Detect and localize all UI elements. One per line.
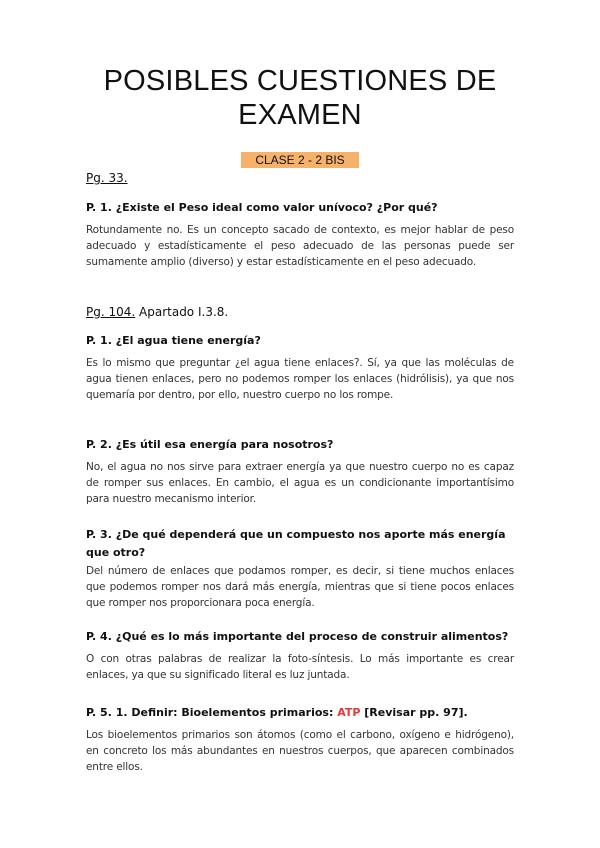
class-badge: CLASE 2 - 2 BIS bbox=[241, 152, 358, 168]
answer-2: Es lo mismo que preguntar ¿el agua tiene enlaces?. Sí, ya que las moléculas de agua tienen enlaces, pero no podemos romper los enlaces (hidrólisis), ya que nos quemaría por dentro, por ello, nuestro cuerpo no los rompe. bbox=[86, 357, 514, 401]
question-4: P. 3. ¿De qué dependerá que un compuesto nos aporte más energía que otro? bbox=[86, 528, 506, 559]
question-6 bbox=[86, 706, 514, 720]
section-ref-1 bbox=[86, 171, 514, 186]
question-6-suffix: [Revisar pp. 97]. bbox=[360, 706, 468, 719]
section-ref-2 bbox=[86, 305, 514, 320]
question-1: P. 1. ¿Existe el Peso ideal como valor unívoco? ¿Por qué? bbox=[86, 201, 438, 214]
question-6-prefix: P. 5. 1. Definir: Bioelementos primarios: bbox=[86, 706, 338, 719]
section-ref-page: Pg. 33. bbox=[86, 171, 128, 185]
question-2: P. 1. ¿El agua tiene energía? bbox=[86, 334, 261, 347]
answer-5: O con otras palabras de realizar la foto-síntesis. Lo más importante es crear enlaces, ya que su significado literal es luz juntada. bbox=[86, 653, 514, 681]
section-ref-page: Pg. 104. bbox=[86, 305, 136, 319]
page-title: POSIBLES CUESTIONES DE EXAMEN bbox=[103, 65, 497, 131]
question-5: P. 4. ¿Qué es lo más importante del proceso de construir alimentos? bbox=[86, 630, 509, 643]
question-3: P. 2. ¿Es útil esa energía para nosotros? bbox=[86, 438, 334, 451]
answer-6: Los bioelementos primarios son átomos (como el carbono, oxígeno e hidrógeno), en concreto los más abundantes en nuestros cuerpos, que aparecen combinados entre ellos. bbox=[86, 729, 514, 773]
answer-1: Rotundamente no. Es un concepto sacado de contexto, es mejor hablar de peso adecuado y estadísticamente el peso adecuado de las personas puede ser sumamente amplio (diverso) y estar estadísticamente en el peso adecuado. bbox=[86, 224, 514, 268]
question-6-highlight: ATP bbox=[337, 706, 361, 719]
class-badge-wrapper bbox=[0, 149, 600, 168]
answer-4: Del número de enlaces que podamos romper, es decir, si tiene muchos enlaces que podemos romper nos dará más energía, mientras que si tiene pocos enlaces que romper nos proporcionara poca energía. bbox=[86, 565, 514, 609]
answer-3: No, el agua no nos sirve para extraer energía ya que nuestro cuerpo no es capaz de romper sus enlaces. En cambio, el agua es un condicionante importantísimo para nuestro mecanismo interior. bbox=[86, 461, 514, 505]
section-ref-detail: Apartado I.3.8. bbox=[135, 305, 229, 319]
